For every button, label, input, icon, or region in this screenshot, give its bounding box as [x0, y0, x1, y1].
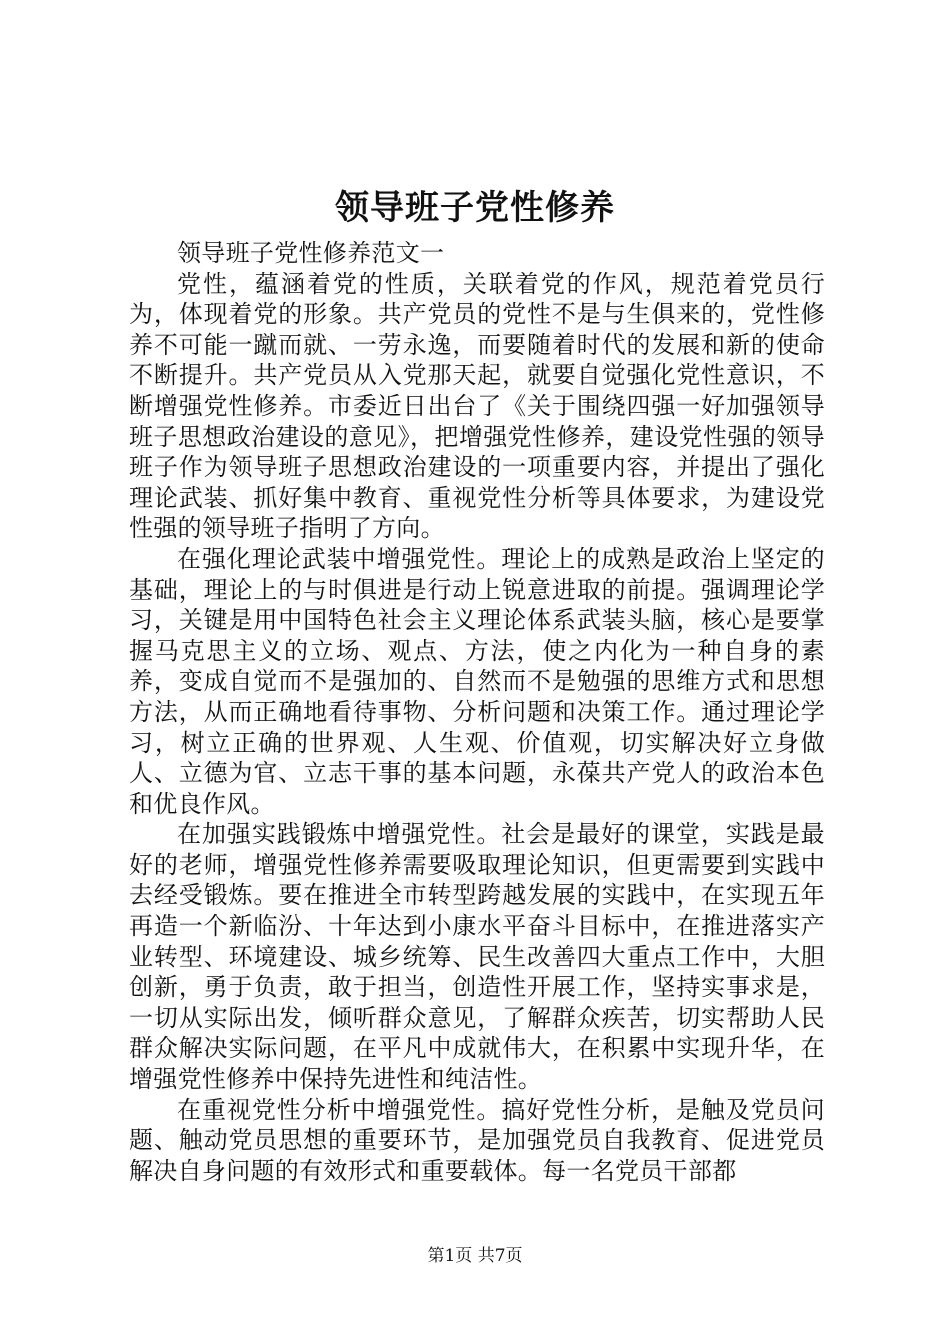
- paragraph-2: 在强化理论武装中增强党性。理论上的成熟是政治上坚定的基础，理论上的与时俱进是行动上锐意进取的前提。强调理论学习，关键是用中国特色社会主义理论体系武装头脑，核心是要掌握马克思主义的立场、观点、方法，使之内化为一种自身的素养，变成自觉而不是强加的、自然而不是勉强的思维方式和思想方法，从而正确地看待事物、分析问题和决策工作。通过理论学习，树立正确的世界观、人生观、价值观，切实解决好立身做人、立德为官、立志干事的基本问题，永葆共产党人的政治本色和优良作风。: [129, 544, 825, 818]
- document-body: [129, 238, 825, 1186]
- paragraph-subtitle: 领导班子党性修养范文一: [177, 239, 445, 267]
- document-title: 领导班子党性修养: [335, 188, 615, 228]
- paragraph-1: 党性，蕴涵着党的性质，关联着党的作风，规范着党员行为，体现着党的形象。共产党员的党性不是与生俱来的，党性修养不可能一蹴而就、一劳永逸，而要随着时代的发展和新的使命不断提升。共产党员从入党那天起，就要自觉强化党性意识，不断增强党性修养。市委近日出台了《关于围绕四强一好加强领导班子思想政治建设的意见》，把增强党性修养，建设党性强的领导班子作为领导班子思想政治建设的一项重要内容，并提出了强化理论武装、抓好集中教育、重视党性分析等具体要求，为建设党性强的领导班子指明了方向。: [129, 269, 825, 543]
- paragraph-3: 在加强实践锻炼中增强党性。社会是最好的课堂，实践是最好的老师，增强党性修养需要吸取理论知识，但更需要到实践中去经受锻炼。要在推进全市转型跨越发展的实践中，在实现五年再造一个新临汾、十年达到小康水平奋斗目标中，在推进落实产业转型、环境建设、城乡统筹、民生改善四大重点工作中，大胆创新，勇于负责，敢于担当，创造性开展工作，坚持实事求是，一切从实际出发，倾听群众意见，了解群众疾苦，切实帮助人民群众解决实际问题，在平凡中成就伟大，在积累中实现升华，在增强党性修养中保持先进性和纯洁性。: [129, 820, 825, 1094]
- paragraph-4: 在重视党性分析中增强党性。搞好党性分析，是触及党员问题、触动党员思想的重要环节，是加强党员自我教育、促进党员解决自身问题的有效形式和重要载体。每一名党员干部都: [129, 1095, 825, 1185]
- page-number-footer: 第1页 共7页: [427, 1246, 523, 1266]
